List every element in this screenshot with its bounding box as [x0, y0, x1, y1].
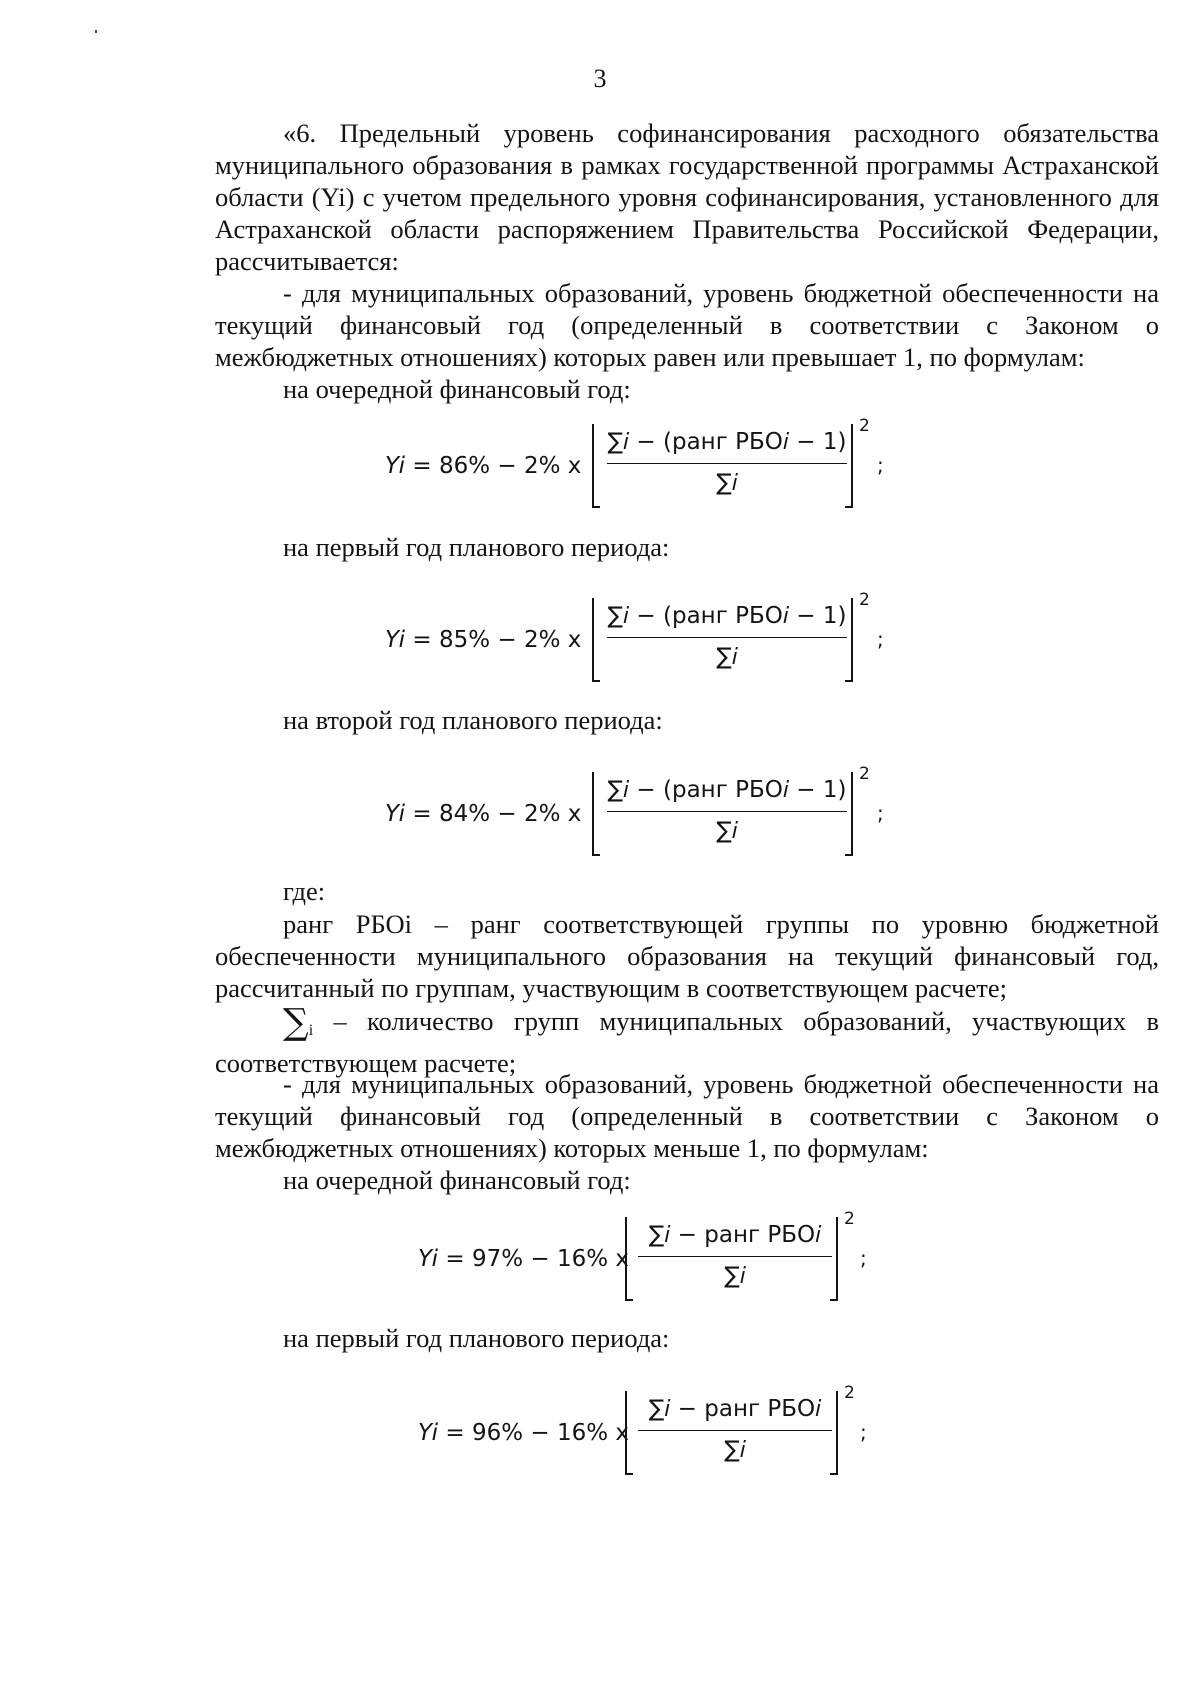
fraction-line [638, 1256, 832, 1257]
label-second-planning-year: на второй год планового периода: [283, 705, 663, 735]
formula-lhs: Yi = 84% − 2% x [385, 801, 582, 827]
label-next-fiscal-year-2: на очередной финансовый год: [283, 1165, 631, 1195]
fraction-line [638, 1430, 832, 1431]
formula-semicolon: ; [877, 801, 884, 825]
fraction-line [607, 811, 847, 812]
label-next-fiscal-year: на очередной финансовый год: [283, 374, 631, 404]
page-number: 3 [593, 64, 607, 93]
formula-numerator: ∑𝑖 − ранг РБО𝑖 [648, 1222, 822, 1248]
bracket-open [625, 1217, 636, 1301]
bracket-open [592, 772, 603, 856]
formula-exponent: 2 [859, 590, 870, 610]
paragraph-condition-ge-1: - для муниципальных образований, уровень бюджетной обеспеченности на текущий финансовый год (определенный в соответствии с Законом о межбюджетных отношениях) которых равен или превышает 1, по формулам: [215, 278, 1159, 372]
paragraph-clause-6: «6. Предельный уровень софинансирования расходного обязательства муниципального образования в рамках государственной программы Астраханской области (Yi) с учетом предельного уровня софинансирования, установленного для Астраханской области распоряжением Правительства Российской Федерации, рассчитывается: [215, 118, 1159, 276]
label-first-planning-year-2: на первый год планового периода: [283, 1323, 670, 1353]
scan-speck [95, 30, 97, 33]
formula-exponent: 2 [844, 1209, 855, 1229]
fraction-line [607, 463, 847, 464]
formula-lhs: Yi = 97% − 16% x [418, 1246, 629, 1272]
formula-97 [418, 1209, 898, 1307]
fraction-line [607, 637, 847, 638]
formula-96 [418, 1383, 898, 1481]
label-where: где: [283, 876, 326, 906]
formula-denominator: ∑𝑖 [716, 470, 738, 496]
bracket-close [827, 1391, 838, 1475]
formula-lhs: Yi = 86% − 2% x [385, 453, 582, 479]
formula-semicolon: ; [877, 627, 884, 651]
bracket-open [592, 424, 603, 508]
bracket-close [842, 598, 853, 682]
formula-exponent: 2 [859, 764, 870, 784]
formula-semicolon: ; [860, 1420, 867, 1444]
formula-denominator: ∑𝑖 [724, 1263, 746, 1289]
formula-exponent: 2 [859, 416, 870, 436]
bracket-close [827, 1217, 838, 1301]
formula-lhs: Yi = 96% − 16% x [418, 1420, 629, 1446]
formula-semicolon: ; [877, 453, 884, 477]
label-first-planning-year: на первый год планового периода: [283, 532, 670, 562]
formula-84 [385, 764, 905, 862]
paragraph-condition-lt-1: - для муниципальных образований, уровень бюджетной обеспеченности на текущий финансовый год (определенный в соответствии с Законом о межбюджетных отношениях) которых меньше 1, по формулам: [215, 1069, 1159, 1163]
sigma-symbol: ∑ [283, 1002, 309, 1043]
formula-86 [385, 416, 905, 514]
formula-85 [385, 590, 905, 688]
formula-denominator: ∑𝑖 [716, 644, 738, 670]
formula-semicolon: ; [860, 1246, 867, 1270]
formula-numerator: ∑𝑖 − (ранг РБО𝑖 − 1) [607, 603, 847, 629]
definition-sigma-text: – количество групп муниципальных образований, участвующих в соответствующем расчете; [215, 1006, 1159, 1078]
bracket-open [592, 598, 603, 682]
formula-numerator: ∑𝑖 − (ранг РБО𝑖 − 1) [607, 777, 847, 803]
formula-denominator: ∑𝑖 [716, 818, 738, 844]
formula-lhs: Yi = 85% − 2% x [385, 627, 582, 653]
formula-numerator: ∑𝑖 − ранг РБО𝑖 [648, 1396, 822, 1422]
formula-numerator: ∑𝑖 − (ранг РБО𝑖 − 1) [607, 429, 847, 455]
sigma-subscript: i [308, 1022, 314, 1039]
definition-rank-rbo: ранг РБОi – ранг соответствующей группы по уровню бюджетной обеспеченности муниципального образования на текущий финансовый год, рассчитанный по группам, участвующим в соответствующем расчете; [215, 909, 1159, 1003]
bracket-close [842, 424, 853, 508]
formula-denominator: ∑𝑖 [724, 1437, 746, 1463]
bracket-close [842, 772, 853, 856]
formula-exponent: 2 [844, 1383, 855, 1403]
bracket-open [625, 1391, 636, 1475]
